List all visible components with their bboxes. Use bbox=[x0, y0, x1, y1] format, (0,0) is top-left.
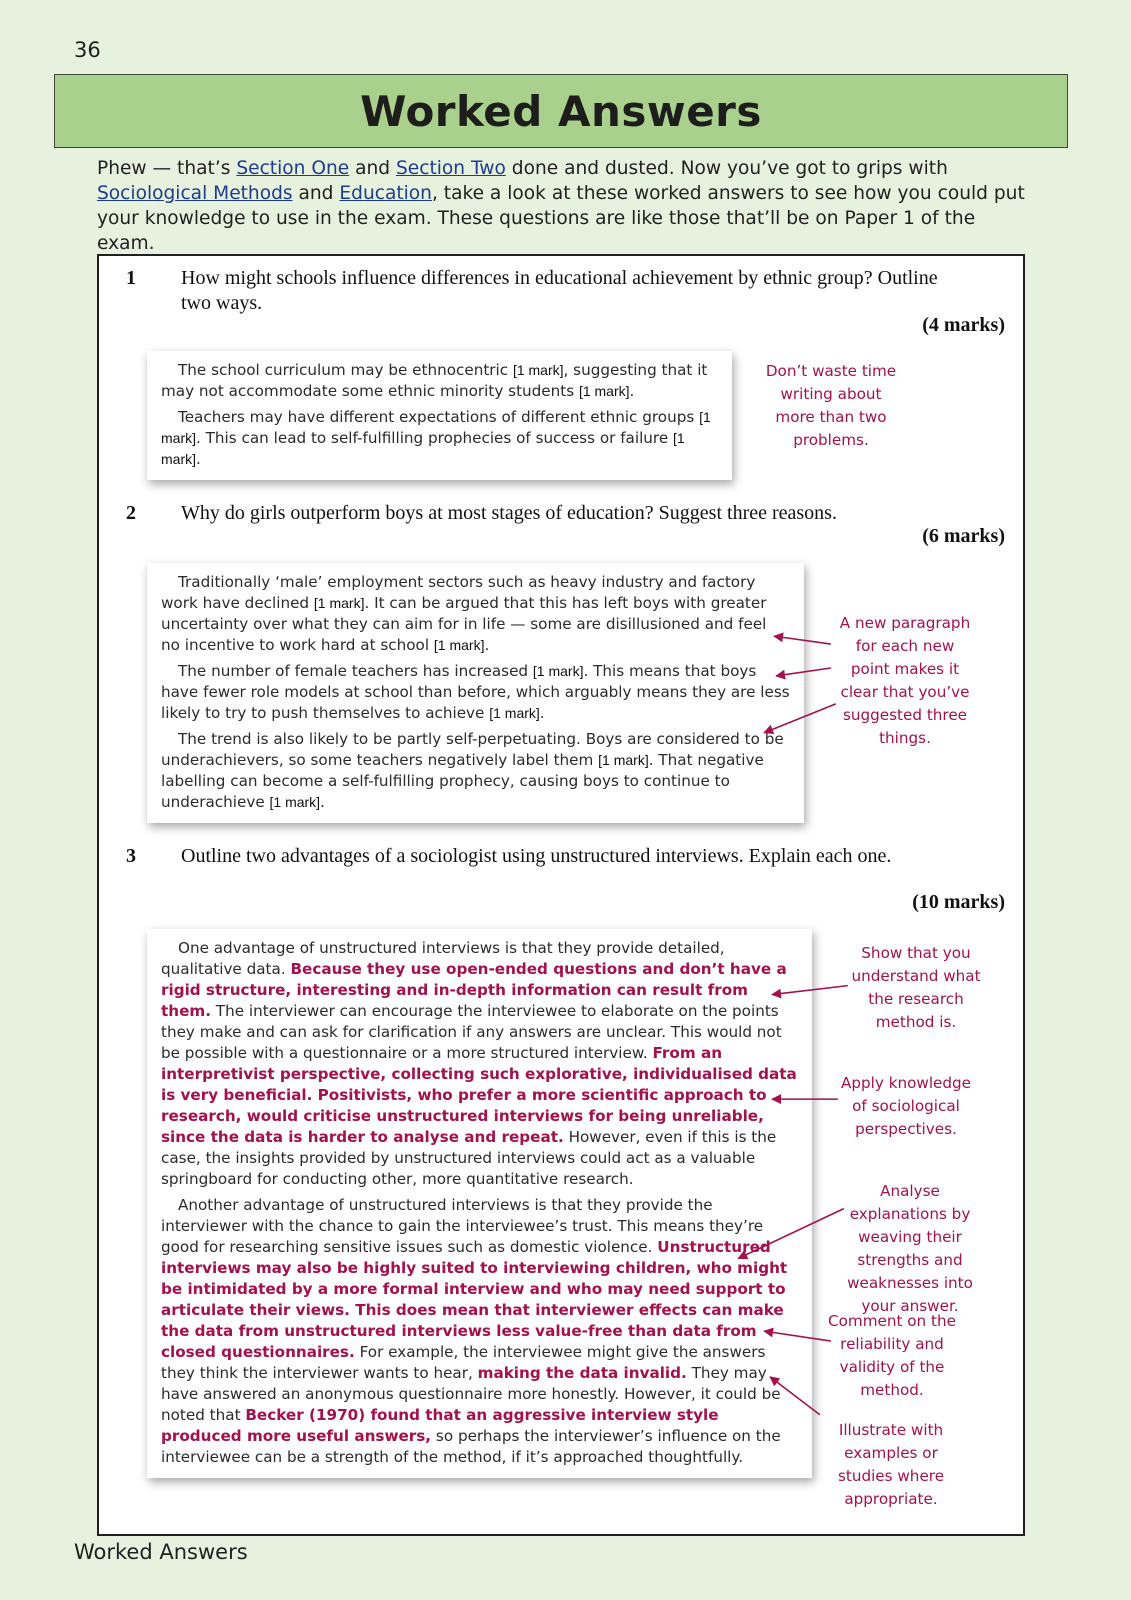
page-number: 36 bbox=[74, 38, 101, 62]
question-number: 3 bbox=[126, 845, 136, 867]
answer-paragraph bbox=[161, 1195, 798, 1468]
margin-note: Comment on the reliability and validity of the method. bbox=[828, 1312, 956, 1399]
answer-text: The school curriculum may be ethnocentric bbox=[178, 361, 513, 379]
question-marks: (6 marks) bbox=[922, 525, 1005, 547]
answer-text: One advantage of unstructured interviews is that they provide detailed, qualitative data. bbox=[161, 939, 725, 978]
answer-text: . That negative labelling can become a self-fulfilling prophecy, causing boys to continue to underachieve bbox=[161, 751, 764, 811]
answer-text: . bbox=[629, 382, 635, 400]
answer-text: Another advantage of unstructured interviews is that they provide the interviewer with the chance to gain the interviewee’s trust. This means they’re good for researching sensitive issues such as domestic violence. bbox=[161, 1196, 764, 1256]
answer-text: . bbox=[484, 636, 490, 654]
question-number: 2 bbox=[126, 502, 136, 524]
highlighted-text: From an interpretivist perspective, collecting such explorative, individualised data is very beneficial. Positivists, who prefer a more scientific approach to research, would criticise unstructured interviews for being unreliable, since the data is harder to analyse and repeat. bbox=[161, 1044, 797, 1146]
mark-label: [1 mark] bbox=[532, 663, 584, 679]
answer-text: . bbox=[539, 704, 545, 722]
answer-box-3 bbox=[147, 929, 812, 1478]
answer-text: The number of female teachers has increased bbox=[178, 662, 533, 680]
answer-text: For example, the interviewee might give the answers they think the interviewer wants to hear, bbox=[161, 1343, 766, 1382]
question-text: Outline two advantages of a sociologist using unstructured interviews. Explain each one. bbox=[181, 845, 892, 867]
highlighted-text: Because they use open-ended questions and don’t have a rigid structure, interesting and in-depth information can result from them. bbox=[161, 960, 787, 1020]
answer-paragraph bbox=[161, 572, 790, 656]
answer-text: Traditionally ‘male’ employment sectors such as heavy industry and factory work have declined bbox=[161, 573, 756, 612]
answer-paragraph bbox=[161, 729, 790, 813]
answer-text: The interviewer can encourage the interviewee to elaborate on the points they make and can ask for clarification if any answers are unclear. This would not be possible with a questionnaire or a more structured interview. bbox=[161, 1002, 782, 1062]
mark-label: [1 mark] bbox=[578, 383, 630, 399]
question-text: Why do girls outperform boys at most stages of education? Suggest three reasons. bbox=[181, 502, 837, 524]
worked-answers-panel bbox=[97, 254, 1025, 1536]
answer-text: . bbox=[196, 450, 201, 468]
question-number: 1 bbox=[126, 267, 136, 289]
answer-text: . bbox=[320, 793, 325, 811]
margin-note: Analyse explanations by weaving their strengths and weaknesses into your answer. bbox=[847, 1182, 973, 1315]
mark-label: [1 mark] bbox=[269, 794, 321, 810]
question-marks: (10 marks) bbox=[912, 891, 1005, 913]
margin-note: Show that you understand what the research method is. bbox=[851, 944, 981, 1031]
margin-note: Don’t waste time writing about more than two problems. bbox=[765, 362, 897, 449]
highlighted-text: Unstructured interviews may also be highly suited to interviewing children, who might be intimidated by a more formal interview and who may need support to articulate their views. This does mean that interviewer effects can make the data from unstructured interviews less value-free than data from closed questionnaires. bbox=[161, 1238, 788, 1361]
answer-text: . It can be argued that this has left boys with greater uncertainty over what they can aim for in life — some are disillusioned and feel no incentive to work hard at school bbox=[161, 594, 767, 654]
mark-label: [1 mark] bbox=[161, 430, 685, 467]
mark-label: [1 mark] bbox=[598, 752, 649, 768]
margin-note: Apply knowledge of sociological perspectives. bbox=[840, 1074, 972, 1138]
answer-text: However, even if this is the case, the insights provided by unstructured interviews could act as a valuable springboard for conducting other, more quantitative research. bbox=[161, 1128, 777, 1188]
answer-paragraph bbox=[161, 661, 790, 724]
answer-paragraph bbox=[161, 938, 798, 1190]
link-section-two[interactable]: Section Two bbox=[396, 158, 506, 179]
page-title: Worked Answers bbox=[360, 86, 762, 136]
intro-paragraph bbox=[97, 156, 1027, 256]
highlighted-text: making the data invalid. bbox=[477, 1364, 687, 1382]
answer-text: They may have answered an anonymous questionnaire more honestly. However, it could be noted that bbox=[161, 1364, 781, 1424]
intro-text: Phew — that’s bbox=[97, 158, 237, 179]
answer-box-2 bbox=[147, 563, 804, 823]
intro-text: done and dusted. Now you’ve got to grips with bbox=[505, 158, 948, 179]
link-section-one[interactable]: Section One bbox=[236, 158, 350, 179]
intro-text: and bbox=[292, 183, 340, 204]
answer-text: , suggesting that it may not accommodate some ethnic minority students bbox=[161, 361, 708, 400]
link-sociological-methods[interactable]: Sociological Methods bbox=[97, 183, 293, 204]
answer-paragraph bbox=[161, 360, 718, 402]
mark-label: [1 mark] bbox=[313, 595, 365, 611]
answer-box-1 bbox=[147, 351, 732, 480]
intro-text: , take a look at these worked answers to see how you could put your knowledge to use in the exam. These questions are like those that’ll be on Paper 1 of the exam. bbox=[97, 183, 1025, 254]
question-text: How might schools influence differences in educational achievement by ethnic group? Outline two ways. bbox=[181, 267, 938, 314]
title-banner bbox=[54, 74, 1068, 148]
answer-text: The trend is also likely to be partly self-perpetuating. Boys are considered to be underachievers, so some teachers negatively label them bbox=[161, 730, 784, 769]
margin-note: A new paragraph for each new point makes it clear that you’ve suggested three things. bbox=[839, 614, 971, 747]
answer-text: . This means that boys have fewer role models at school than before, which arguably means they are less likely to try to push themselves to achieve bbox=[161, 662, 790, 722]
highlighted-text: Becker (1970) found that an aggressive interview style produced more useful answers, bbox=[161, 1406, 719, 1445]
mark-label: [1 mark] bbox=[489, 705, 540, 721]
question-marks: (4 marks) bbox=[922, 314, 1005, 336]
answer-text: so perhaps the interviewer’s influence on the interviewee can be a strength of the method, if it’s approached thoughtfully. bbox=[161, 1427, 781, 1466]
mark-label: [1 mark] bbox=[433, 637, 485, 653]
mark-label: [1 mark] bbox=[161, 409, 711, 446]
answer-text: Teachers may have different expectations of different ethnic groups bbox=[178, 408, 700, 426]
link-education[interactable]: Education bbox=[339, 183, 432, 204]
margin-note: Illustrate with examples or studies where appropriate. bbox=[837, 1421, 945, 1508]
mark-label: [1 mark] bbox=[512, 362, 564, 378]
answer-paragraph bbox=[161, 407, 718, 470]
intro-text: and bbox=[349, 158, 396, 179]
answer-text: . This can lead to self-fulfilling prophecies of success or failure bbox=[196, 429, 673, 447]
footer-section-title: Worked Answers bbox=[74, 1540, 248, 1564]
